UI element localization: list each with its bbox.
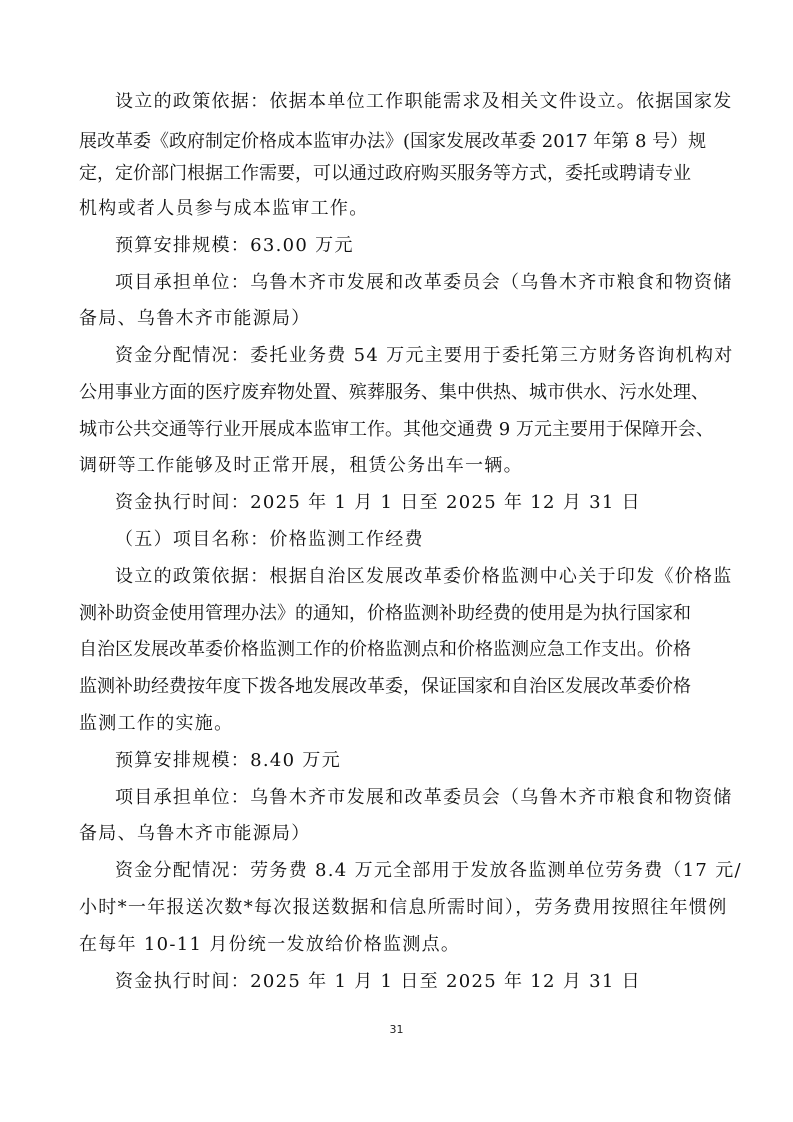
text-line: 测补助资金使用管理办法》的通知，价格监测补助经费的使用是为执行国家和 <box>79 603 691 624</box>
text-line: 公用事业方面的医疗废弃物处置、殡葬服务、集中供热、城市供水、污水处理、 <box>79 382 709 403</box>
text-line: 设立的政策依据：依据本单位工作职能需求及相关文件设立。依据国家发 <box>115 91 733 112</box>
text-line: 资金执行时间：2025 年 1 月 1 日至 2025 年 12 月 31 日 <box>115 971 641 992</box>
text-line: 自治区发展改革委价格监测工作的价格监测点和价格监测应急工作支出。价格 <box>79 639 691 660</box>
text-line: 在每年 10-11 月份统一发放给价格监测点。 <box>79 934 461 955</box>
text-line: 备局、乌鲁木齐市能源局） <box>79 308 311 329</box>
text-line: 资金执行时间：2025 年 1 月 1 日至 2025 年 12 月 31 日 <box>115 492 641 513</box>
text-line: 城市公共交通等行业开展成本监审工作。其他交通费 9 万元主要用于保障开会、 <box>79 419 714 440</box>
page-number: 31 <box>389 1023 404 1036</box>
text-line: 预算安排规模：8.40 万元 <box>115 750 341 771</box>
text-line: 资金分配情况：委托业务费 54 万元主要用于委托第三方财务咨询机构对 <box>115 345 734 366</box>
text-line: 项目承担单位：乌鲁木齐市发展和改革委员会（乌鲁木齐市粮食和物资储 <box>115 787 733 808</box>
text-line: 项目承担单位：乌鲁木齐市发展和改革委员会（乌鲁木齐市粮食和物资储 <box>115 272 733 293</box>
text-line: 定，定价部门根据工作需要，可以通过政府购买服务等方式，委托或聘请专业 <box>79 163 691 184</box>
text-line: 监测补助经费按年度下拨各地发展改革委，保证国家和自治区发展改革委价格 <box>79 676 691 697</box>
section-heading: （五）项目名称：价格监测工作经费 <box>115 529 424 550</box>
text-line: 展改革委《政府制定价格成本监审办法》(国家发展改革委 2017 年第 8 号）规 <box>79 131 707 152</box>
text-line: 资金分配情况：劳务费 8.4 万元全部用于发放各监测单位劳务费（17 元/ <box>115 860 742 881</box>
text-line: 预算安排规模：63.00 万元 <box>115 235 354 256</box>
text-line: 小时*一年报送次数*每次报送数据和信息所需时间），劳务费用按照往年惯例 <box>79 897 728 918</box>
text-line: 设立的政策依据：根据自治区发展改革委价格监测中心关于印发《价格监 <box>115 566 733 587</box>
text-line: 调研等工作能够及时正常开展，租赁公务出车一辆。 <box>79 455 523 476</box>
text-line: 监测工作的实施。 <box>79 713 234 734</box>
text-line: 机构或者人员参与成本监审工作。 <box>79 198 369 219</box>
text-line: 备局、乌鲁木齐市能源局） <box>79 823 311 844</box>
